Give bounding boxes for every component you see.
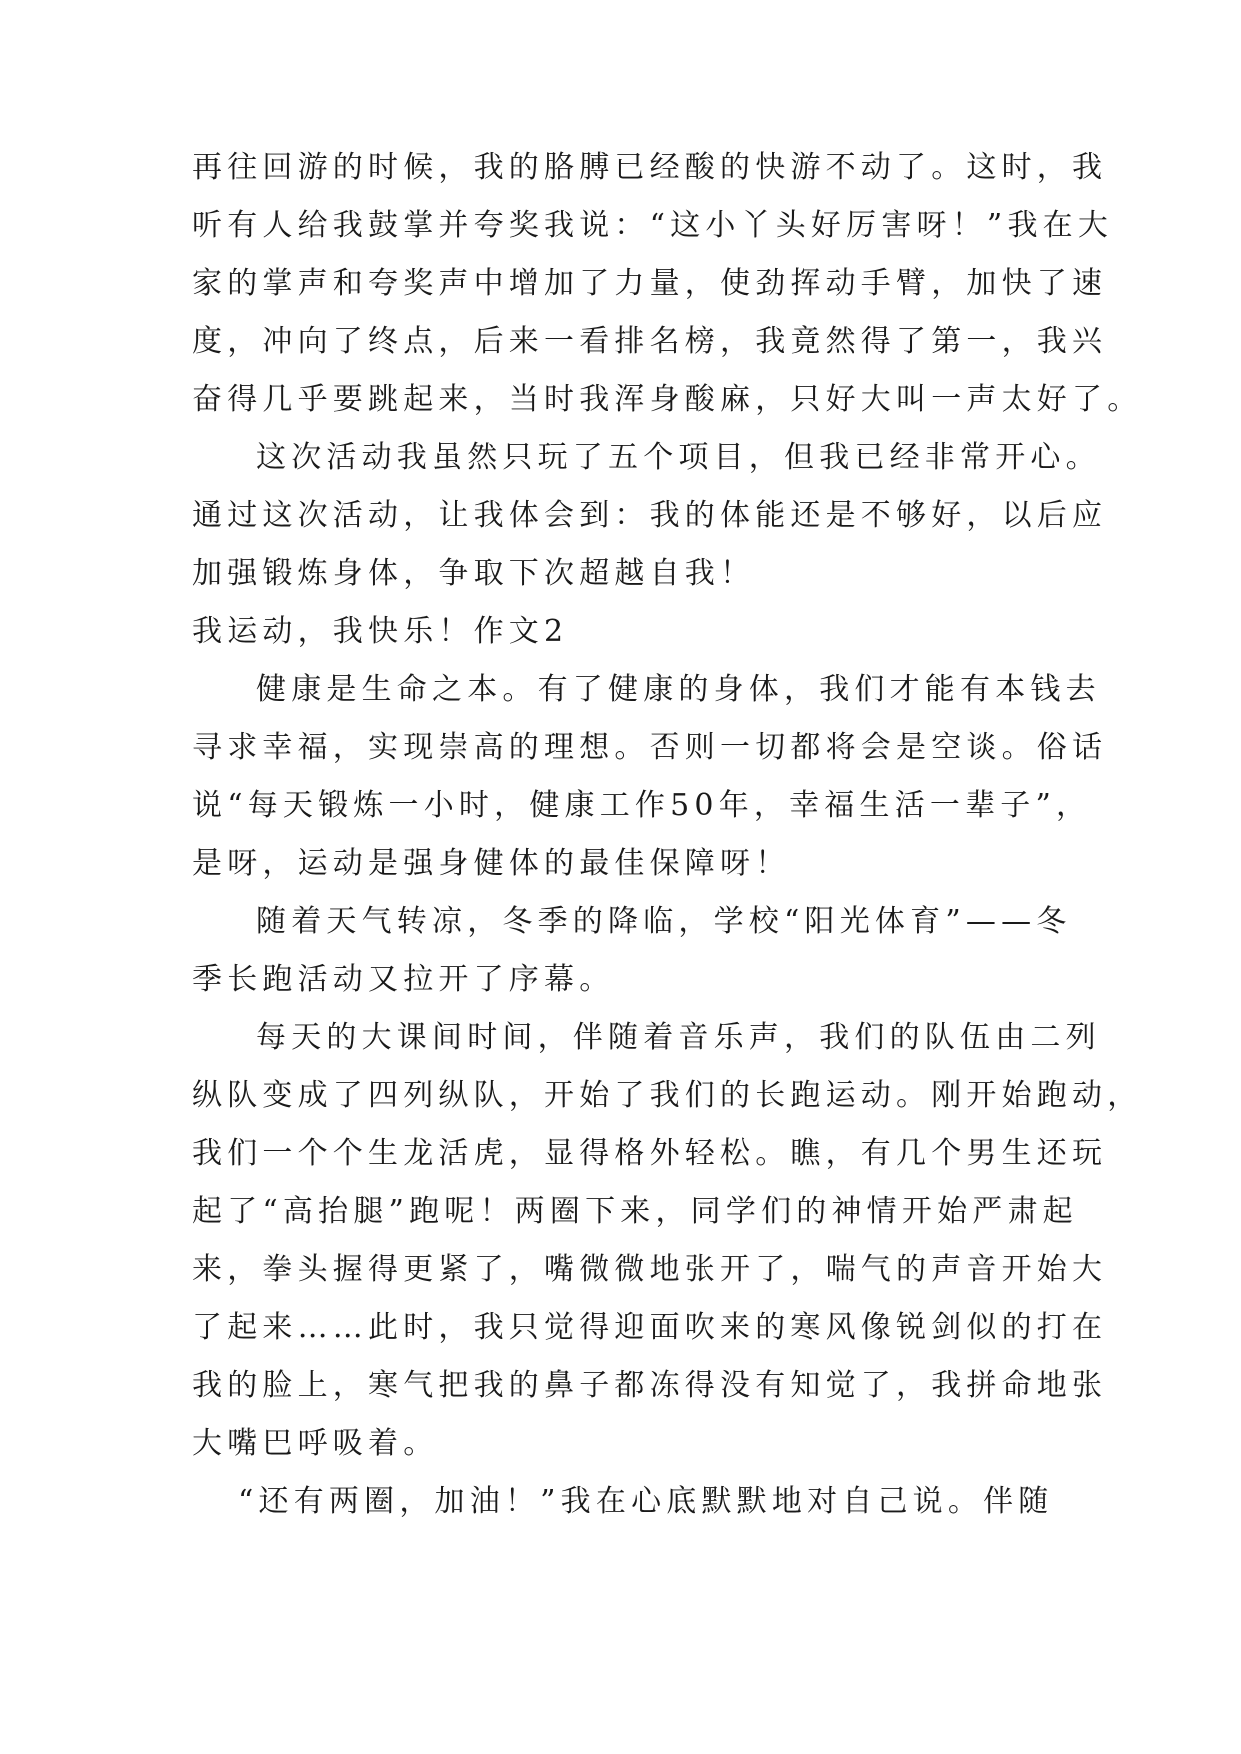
paragraph-start-line: 健康是生命之本。有了健康的身体，我们才能有本钱去 bbox=[256, 672, 1101, 707]
text-line: 通过这次活动，让我体会到：我的体能还是不够好，以后应 bbox=[192, 498, 1108, 533]
text-line: 再往回游的时候，我的胳膊已经酸的快游不动了。这时，我 bbox=[192, 150, 1108, 185]
text-line: 是呀，运动是强身健体的最佳保障呀！ bbox=[192, 846, 791, 881]
text-line: 寻求幸福，实现崇高的理想。否则一切都将会是空谈。俗话 bbox=[192, 730, 1108, 765]
section-heading: 我运动，我快乐！作文2 bbox=[192, 614, 569, 649]
text-line: 我们一个个生龙活虎，显得格外轻松。瞧，有几个男生还玩 bbox=[192, 1136, 1108, 1171]
text-line: 起了“高抬腿”跑呢！两圈下来，同学们的神情开始严肃起 bbox=[192, 1194, 1078, 1229]
text-line: 说“每天锻炼一小时，健康工作50年，幸福生活一辈子”， bbox=[192, 788, 1092, 823]
text-line: 家的掌声和夸奖声中增加了力量，使劲挥动手臂，加快了速 bbox=[192, 266, 1108, 301]
text-line: 来，拳头握得更紧了，嘴微微地张开了，喘气的声音开始大 bbox=[192, 1252, 1108, 1287]
paragraph-start-line: 随着天气转凉，冬季的降临，学校“阳光体育”——冬 bbox=[256, 904, 1072, 939]
text-line: 纵队变成了四列纵队，开始了我们的长跑运动。刚开始跑动， bbox=[192, 1078, 1143, 1113]
paragraph-start-line: 每天的大课间时间，伴随着音乐声，我们的队伍由二列 bbox=[256, 1020, 1101, 1055]
text-line: 大嘴巴呼吸着。 bbox=[192, 1426, 439, 1461]
text-line: 我的脸上，寒气把我的鼻子都冻得没有知觉了，我拼命地张 bbox=[192, 1368, 1108, 1403]
text-line: 加强锻炼身体，争取下次超越自我！ bbox=[192, 556, 756, 591]
text-line: 度，冲向了终点，后来一看排名榜，我竟然得了第一，我兴 bbox=[192, 324, 1108, 359]
text-line: 季长跑活动又拉开了序幕。 bbox=[192, 962, 615, 997]
text-line: 听有人给我鼓掌并夸奖我说：“这小丫头好厉害呀！”我在大 bbox=[192, 208, 1114, 243]
text-line: 了起来……此时，我只觉得迎面吹来的寒风像锐剑似的打在 bbox=[192, 1310, 1108, 1345]
text-line: 奋得几乎要跳起来，当时我浑身酸麻，只好大叫一声太好了。 bbox=[192, 382, 1143, 417]
paragraph-start-line: 这次活动我虽然只玩了五个项目，但我已经非常开心。 bbox=[256, 440, 1101, 475]
paragraph-start-line: “还有两圈，加油！”我在心底默默地对自己说。伴随 bbox=[238, 1484, 1054, 1519]
